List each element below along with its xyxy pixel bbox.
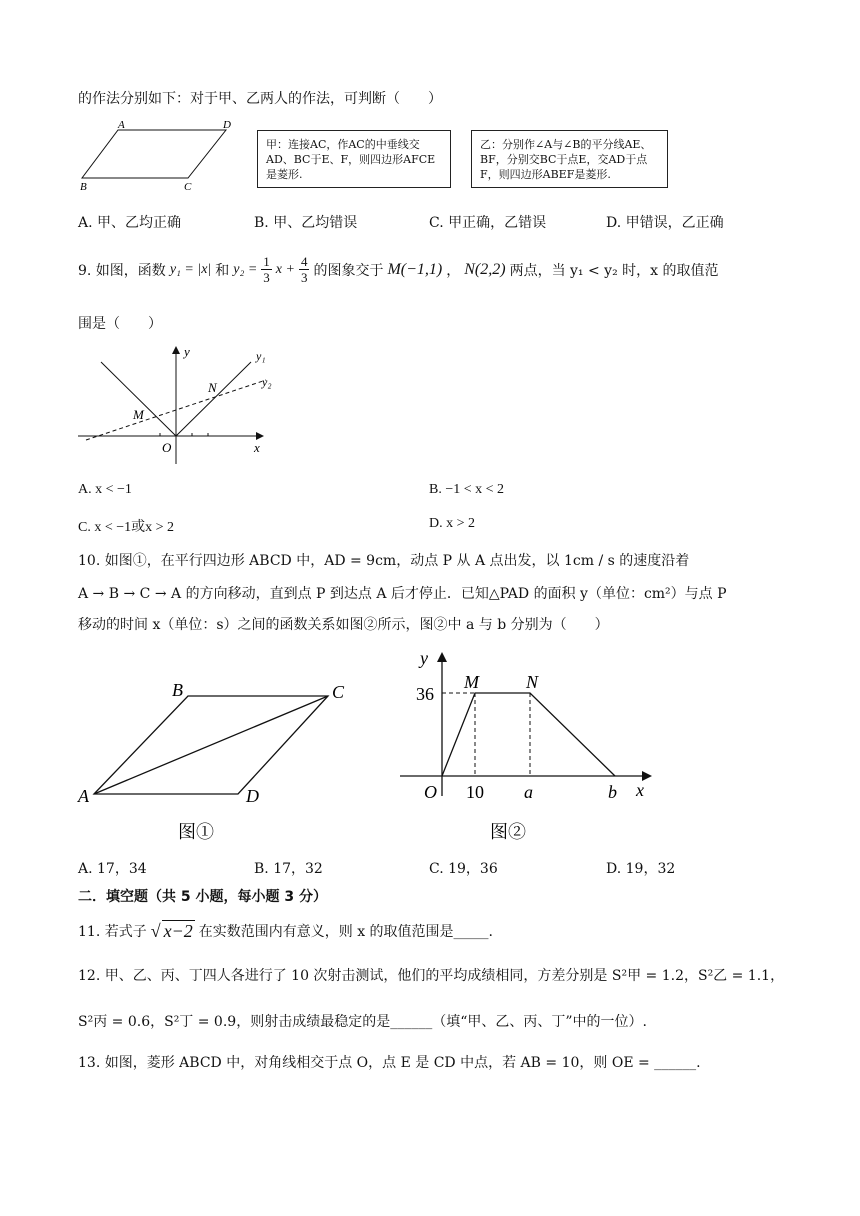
- q8-stem: 的作法分别如下：对于甲、乙两人的作法，可判断（ ）: [78, 91, 442, 107]
- section-2-heading: 二．填空题（共 5 小题，每小题 3 分）: [78, 889, 327, 905]
- q10-stem-line3: 移动的时间 x（单位：s）之间的函数关系如图②所示，图②中 a 与 b 分别为（ ）: [78, 617, 609, 633]
- q10-fig1-label-A: A: [78, 786, 89, 806]
- q9-and: 和: [215, 262, 230, 279]
- q8-option-b: B. 甲、乙均错误: [254, 215, 358, 231]
- q11-sqrt-sign: √: [150, 920, 161, 941]
- q9-fraction-4-3: $\frac{4}{3}$: [300, 254, 308, 285]
- q11-stem: [78, 920, 493, 942]
- q10-fig1-label-C: C: [332, 682, 345, 702]
- q10-fig2-axis-y: y: [420, 648, 428, 668]
- q9-mid: 的图象交于: [313, 262, 384, 279]
- q10-fig2-caption: 图②: [490, 822, 526, 842]
- q8-option-d: D. 甲错误，乙正确: [606, 215, 724, 231]
- q9-function-graph: [76, 342, 286, 467]
- q8-method-yi: 乙：分别作∠A与∠B的平分线AE、BF，分别交BC于点E，交AD于点F，则四边形ABEF是菱形.: [471, 130, 668, 188]
- q8-option-a: A. 甲、乙均正确: [78, 215, 182, 231]
- q11-pre: 11. 若式子: [78, 924, 147, 940]
- q10-option-b: B. 17，32: [254, 861, 323, 877]
- q10-fig2-tick-10: 10: [466, 782, 484, 802]
- q8-parallelogram-figure: [78, 118, 248, 198]
- q8-label-C: C: [184, 181, 192, 193]
- q8-label-B: B: [80, 181, 87, 193]
- q9-comma: ，: [446, 262, 461, 279]
- q8-label-A: A: [118, 119, 125, 131]
- q8-method-jia: 甲：连接AC，作AC的中垂线交AD、BC于E、F，则四边形AFCE是菱形.: [257, 130, 451, 188]
- q13-stem: 13. 如图，菱形 ABCD 中，对角线相交于点 O，点 E 是 CD 中点，若 AB = 10，则 OE = ______.: [78, 1055, 701, 1071]
- q9-stem-line2: 围是（ ）: [78, 316, 162, 332]
- q10-fig2-origin: O: [424, 782, 437, 802]
- q9-x-plus: x +: [275, 261, 295, 277]
- q10-fig2-axis-x: x: [636, 780, 644, 800]
- q9-origin-label: O: [162, 440, 172, 455]
- q10-stem-line1: 10. 如图①，在平行四边形 ABCD 中，AD = 9cm，动点 P 从 A 点出发，以 1cm / s 的速度沿着: [78, 553, 690, 569]
- q9-point-m-label: M: [133, 407, 144, 422]
- q10-fig2-point-n: N: [526, 672, 539, 692]
- q10-figure-2: [400, 646, 660, 848]
- q9-point-n-label: N: [208, 380, 217, 395]
- q10-fig1-label-B: B: [172, 680, 183, 700]
- q9-axis-y-label: y: [184, 344, 190, 359]
- q8-option-c: C. 甲正确，乙错误: [429, 215, 547, 231]
- q12-stem-line2: S²丙 = 0.6，S²丁 = 0.9，则射击成绩最稳定的是______（填“甲、乙、丙、丁”中的一位）.: [78, 1014, 647, 1030]
- q8-label-D: D: [223, 119, 231, 131]
- q10-fig2-point-m: M: [464, 672, 479, 692]
- q10-fig2-tick-a: a: [524, 782, 533, 802]
- q10-option-c: C. 19，36: [429, 861, 498, 877]
- q10-fig1-label-D: D: [246, 786, 259, 806]
- q9-point-n: N(2,2): [464, 260, 506, 278]
- q10-stem-line2: A → B → C → A 的方向移动，直到点 P 到达点 A 后才停止．已知△PAD 的面积 y（单位：cm²）与点 P: [78, 586, 727, 602]
- q9-option-d: D. x > 2: [429, 516, 476, 531]
- q9-option-a: A. x < −1: [78, 482, 132, 497]
- q9-axis-x-label: x: [254, 440, 260, 455]
- q10-option-a: A. 17，34: [78, 861, 147, 877]
- q10-fig2-tick-36: 36: [416, 684, 434, 704]
- q9-fraction-1-3: $\frac{1}{3}$: [263, 254, 270, 285]
- q10-option-d: D. 19，32: [606, 861, 676, 877]
- q9-curve-y2-label: y₂: [262, 375, 272, 389]
- q11-post: 在实数范围内有意义，则 x 的取值范围是_____.: [198, 924, 493, 940]
- q10-fig2-tick-b: b: [608, 782, 617, 802]
- q10-fig1-caption: 图①: [178, 822, 214, 842]
- q9-option-b: B. −1 < x < 2: [429, 482, 505, 497]
- q9-y2-prefix: y₂ =: [233, 261, 258, 277]
- q12-stem-line1: 12. 甲、乙、丙、丁四人各进行了 10 次射击测试，他们的平均成绩相同，方差分别是 S²甲 = 1.2，S²乙 = 1.1，: [78, 968, 785, 984]
- q9-curve-y1-label: y₁: [256, 349, 266, 363]
- q9-y1: y₁ = |x|: [169, 261, 212, 277]
- q9-number: 9. 如图，函数: [78, 262, 166, 279]
- q9-point-m: M(−1,1): [387, 260, 443, 278]
- q11-radicand: x−2: [163, 921, 193, 941]
- q9-option-c: C. x < −1或x > 2: [78, 520, 175, 535]
- q9-stem-line1: [78, 254, 719, 285]
- q9-tail: 两点，当 y₁ < y₂ 时，x 的取值范: [509, 262, 719, 279]
- q10-figure-1: [74, 676, 364, 848]
